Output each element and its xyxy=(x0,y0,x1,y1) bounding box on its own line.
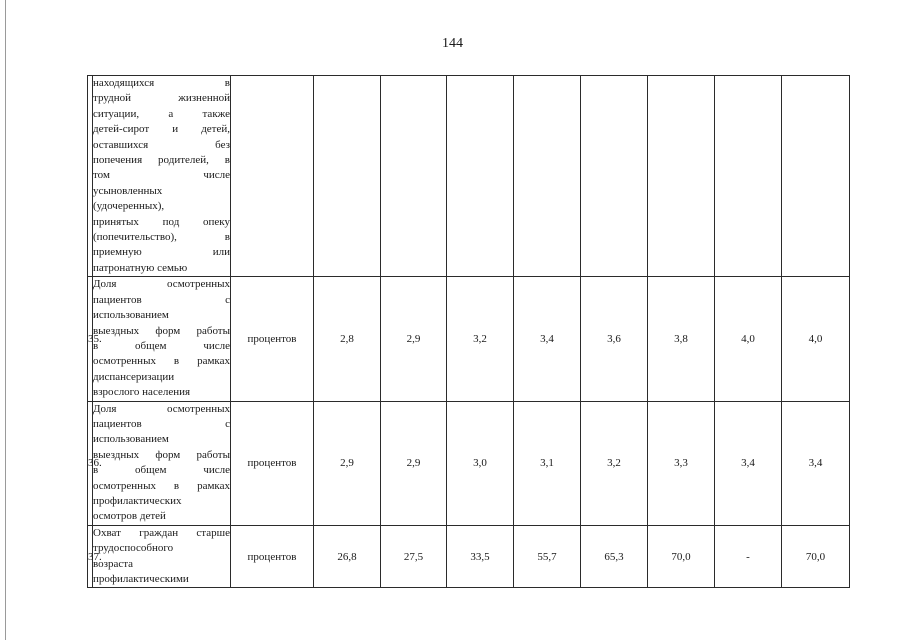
description-line: профилактических xyxy=(93,494,182,507)
indicator-description-cell xyxy=(93,277,231,401)
value-cell: 55,7 xyxy=(514,525,581,588)
value-cell xyxy=(648,76,715,277)
value-cell: 3,2 xyxy=(447,277,514,401)
value-cell: 2,9 xyxy=(381,277,447,401)
description-line: осмотренных в рамках xyxy=(93,355,230,368)
row-number-cell: 36. xyxy=(88,401,93,525)
indicator-description-cell xyxy=(93,76,231,277)
description-line: пациентов с xyxy=(93,417,230,430)
description-line: в общем числе xyxy=(93,464,230,477)
page-number: 144 xyxy=(442,36,463,51)
value-cell: 3,3 xyxy=(648,401,715,525)
indicator-description-cell xyxy=(93,525,231,588)
row-number-cell: 35. xyxy=(88,277,93,401)
unit-cell: процентов xyxy=(231,525,314,588)
value-cell: 70,0 xyxy=(648,525,715,588)
description-line: оставшихся без xyxy=(93,138,230,151)
value-cell: 3,4 xyxy=(514,277,581,401)
description-line: возраста xyxy=(93,557,134,570)
page-left-edge-rule xyxy=(5,0,6,640)
value-cell: 26,8 xyxy=(314,525,381,588)
description-line: в общем числе xyxy=(93,339,230,352)
table-row xyxy=(88,525,850,588)
description-line: приемную или xyxy=(93,246,230,259)
value-cell xyxy=(381,76,447,277)
value-cell: 65,3 xyxy=(581,525,648,588)
description-line: принятых под опеку xyxy=(93,215,230,228)
value-cell xyxy=(715,76,782,277)
value-cell xyxy=(447,76,514,277)
description-line: Охват граждан старше xyxy=(93,526,230,539)
value-cell: 4,0 xyxy=(782,277,850,401)
description-line: (попечительство), в xyxy=(93,231,230,244)
value-cell: 2,9 xyxy=(314,401,381,525)
table-row xyxy=(88,401,850,525)
value-cell: 2,9 xyxy=(381,401,447,525)
value-cell: 3,8 xyxy=(648,277,715,401)
value-cell: 3,4 xyxy=(782,401,850,525)
description-line: осмотренных в рамках xyxy=(93,479,230,492)
value-cell: 3,6 xyxy=(581,277,648,401)
table-row xyxy=(88,277,850,401)
description-line: трудной жизненной xyxy=(93,92,230,105)
description-line: усыновленных xyxy=(93,184,163,197)
unit-cell: процентов xyxy=(231,277,314,401)
value-cell: 27,5 xyxy=(381,525,447,588)
description-line: диспансеризации xyxy=(93,370,175,383)
description-line: использованием xyxy=(93,433,169,446)
value-cell: 4,0 xyxy=(715,277,782,401)
description-line: детей-сирот и детей, xyxy=(93,123,230,136)
description-line: трудоспособного xyxy=(93,542,174,555)
description-line: выездных форм работы xyxy=(93,448,230,461)
value-cell: 3,1 xyxy=(514,401,581,525)
description-line: (удочеренных), xyxy=(93,200,165,213)
description-line: использованием xyxy=(93,309,169,322)
value-cell: 2,8 xyxy=(314,277,381,401)
description-line: взрослого населения xyxy=(93,386,191,399)
description-line: профилактическими xyxy=(93,573,189,585)
unit-cell: процентов xyxy=(231,401,314,525)
unit-cell xyxy=(231,76,314,277)
value-cell xyxy=(314,76,381,277)
indicator-description-cell xyxy=(93,401,231,525)
indicators-table xyxy=(87,75,850,588)
description-line: том числе xyxy=(93,169,230,182)
value-cell: 33,5 xyxy=(447,525,514,588)
row-number-cell: 37. xyxy=(88,525,93,588)
value-cell: 3,2 xyxy=(581,401,648,525)
table-row xyxy=(88,76,850,277)
value-cell: 3,4 xyxy=(715,401,782,525)
value-cell xyxy=(514,76,581,277)
description-line: осмотров детей xyxy=(93,510,166,523)
value-cell: 3,0 xyxy=(447,401,514,525)
description-line: Доля осмотренных xyxy=(93,402,230,415)
description-line: находящихся в xyxy=(93,77,230,89)
description-line: выездных форм работы xyxy=(93,324,230,337)
value-cell xyxy=(581,76,648,277)
value-cell: 70,0 xyxy=(782,525,850,588)
description-line: Доля осмотренных xyxy=(93,278,230,291)
description-line: ситуации, а также xyxy=(93,107,230,120)
description-line: патронатную семью xyxy=(93,261,188,274)
value-cell xyxy=(782,76,850,277)
value-cell: - xyxy=(715,525,782,588)
table-body xyxy=(88,76,850,588)
description-line: попечения родителей, в xyxy=(93,154,230,167)
description-line: пациентов с xyxy=(93,293,230,306)
